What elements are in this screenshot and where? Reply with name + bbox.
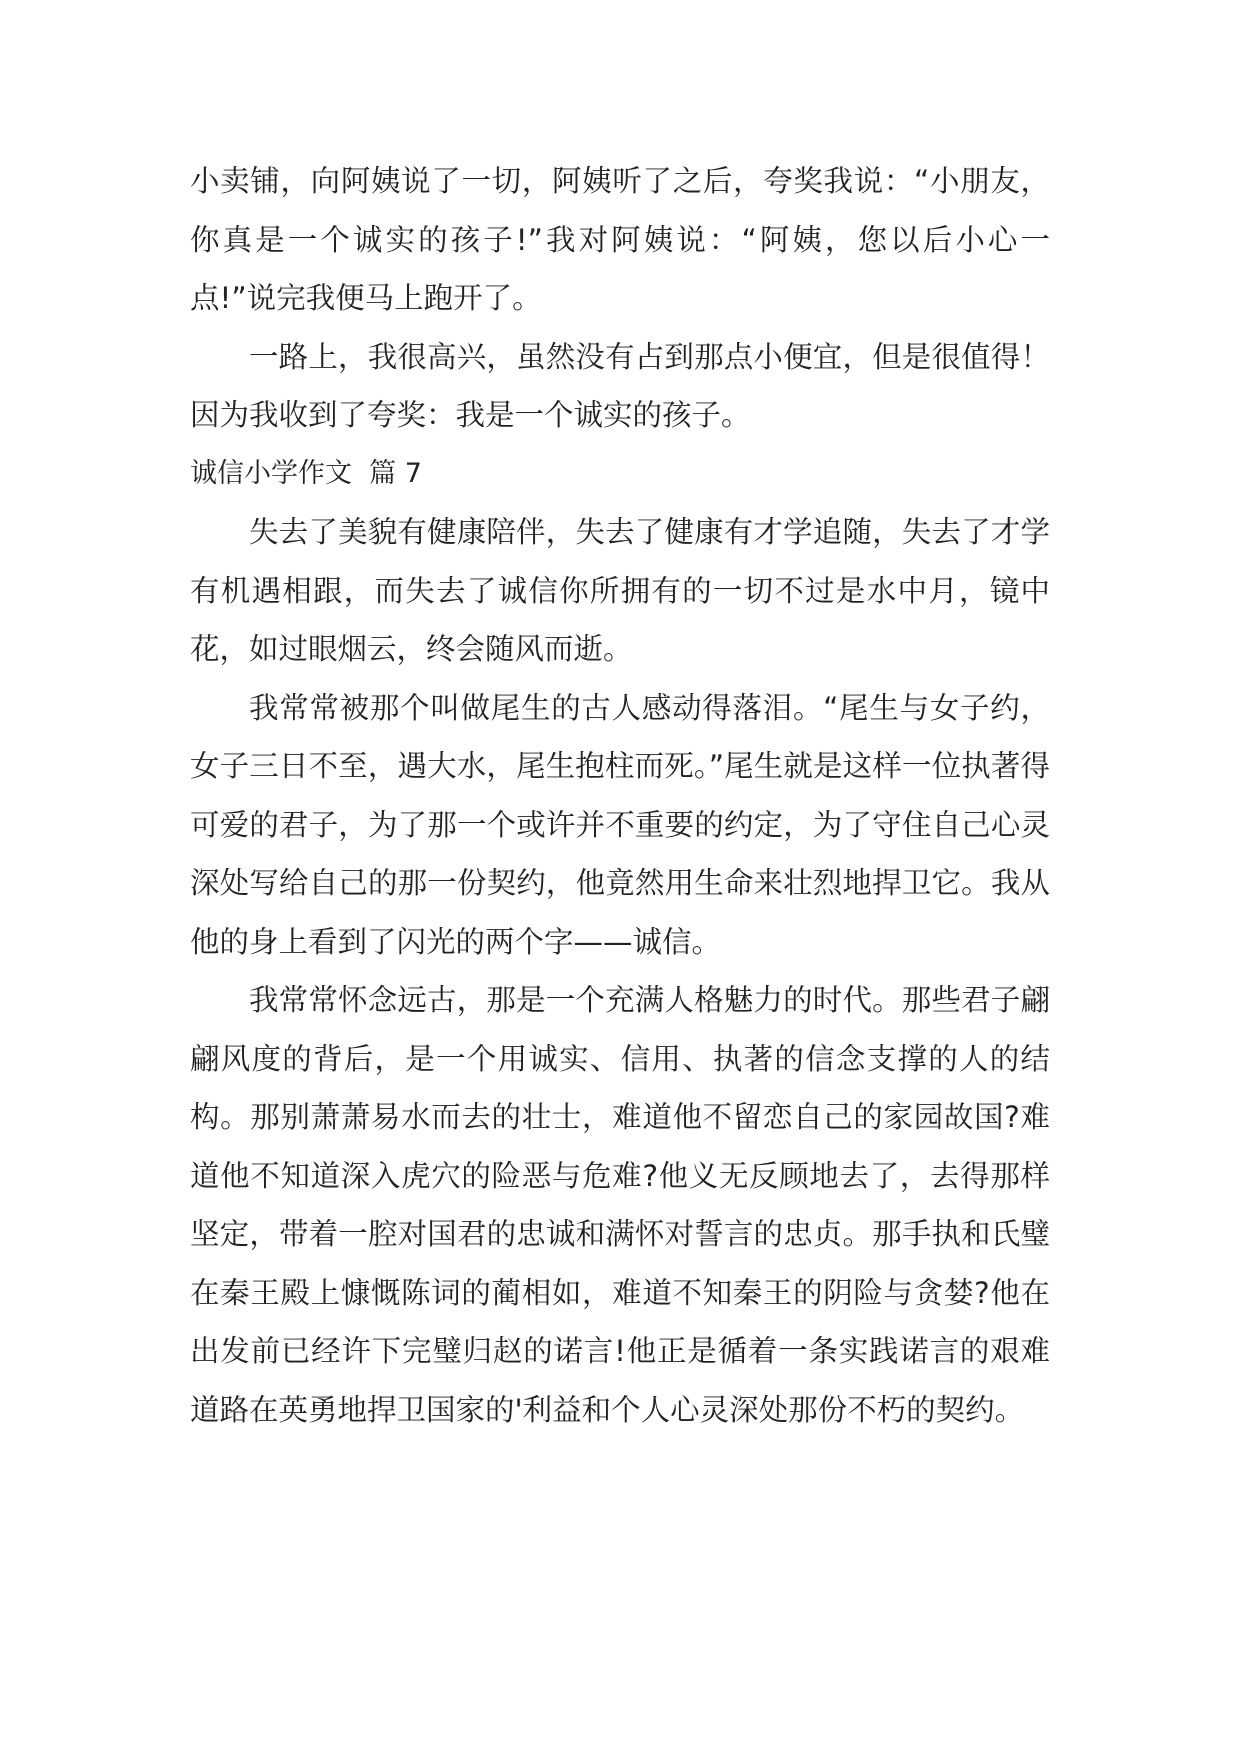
paragraph-2: 一路上，我很高兴，虽然没有占到那点小便宜，但是很值得！因为我收到了夸奖：我是一个诚实的孩子。 (190, 339, 1050, 432)
paragraph-3: 失去了美貌有健康陪伴，失去了健康有才学追随，失去了才学有机遇相跟，而失去了诚信你所拥有的一切不过是水中月，镜中花，如过眼烟云，终会随风而逝。 (190, 515, 1050, 666)
paragraph-5: 我常常怀念远古，那是一个充满人格魅力的时代。那些君子翩翩风度的背后，是一个用诚实、信用、执著的信念支撑的人的结构。那别萧萧易水而去的壮士，难道他不留恋自己的家园故国?难道他不知道深入虎穴的险恶与危难?他义无反顾地去了，去得那样坚定，带着一腔对国君的忠诚和满怀对誓言的忠贞。那手执和氏璧在秦王殿上慷慨陈词的蔺相如，难道不知秦王的阴险与贪婪?他在出发前已经许下完璧归赵的诺言!他正是循着一条实践诺言的艰难道路在英勇地捍卫国家的'利益和个人心灵深处那份不朽的契约。 (190, 983, 1050, 1427)
paragraph-4: 我常常被那个叫做尾生的古人感动得落泪。“尾生与女子约，女子三日不至，遇大水，尾生抱柱而死。”尾生就是这样一位执著得可爱的君子，为了那一个或许并不重要的约定，为了守住自己心灵深处写给自己的那一份契约，他竟然用生命来壮烈地捍卫它。我从他的身上看到了闪光的两个字——诚信。 (190, 690, 1050, 959)
paragraph-1: 小卖铺，向阿姨说了一切，阿姨听了之后，夸奖我说：“小朋友，你真是一个诚实的孩子!”我对阿姨说：“阿姨，您以后小心一点!”说完我便马上跑开了。 (190, 164, 1050, 315)
essay-text (190, 152, 1050, 1439)
essay-heading: 诚信小学作文 篇 7 (190, 457, 422, 489)
